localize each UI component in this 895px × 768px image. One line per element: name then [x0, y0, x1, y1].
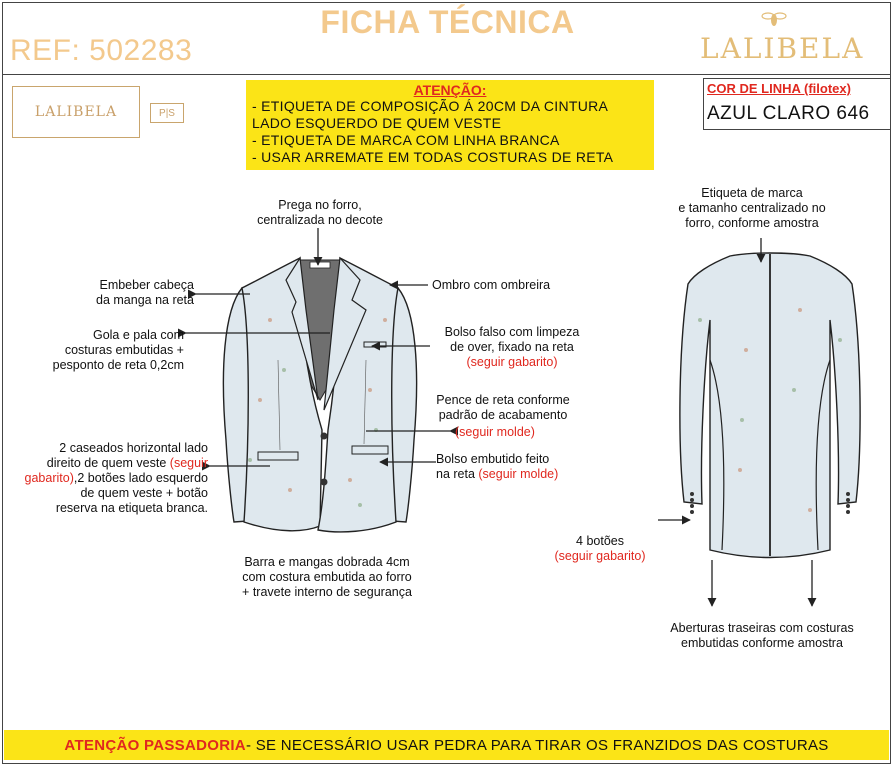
note-line: de quem veste + botão [80, 486, 208, 500]
note-text: direito de quem veste [46, 456, 170, 470]
note-gola [40, 328, 184, 373]
note-line: Bolso falso com limpeza [444, 325, 580, 339]
attention-line: - ETIQUETA DE MARCA COM LINHA BRANCA [252, 132, 560, 148]
note-line: Bolso embutido feito [436, 452, 550, 466]
note-line-red: (seguir gabarito) [466, 355, 558, 369]
note-text-red: (seguir molde) [478, 467, 559, 481]
note-embeber [72, 278, 194, 308]
note-botoes [540, 534, 660, 564]
note-text-red: gabarito) [24, 471, 74, 485]
note-line: centralizada no decote [257, 213, 383, 227]
note-line: reserva na etiqueta branca. [55, 501, 208, 515]
note-text: ,2 botões lado esquerdo [73, 471, 208, 485]
note-line: Pence de reta conforme [436, 393, 570, 407]
thread-color-value: AZUL CLARO 646 [707, 103, 870, 124]
note-line: com costura embutida ao forro [242, 570, 412, 584]
note-line: Etiqueta de marca [701, 186, 803, 200]
note-line: forro, conforme amostra [685, 216, 819, 230]
note-prega [250, 198, 390, 228]
note-etiqueta-marca [652, 186, 852, 231]
note-line: de over, fixado na reta [450, 340, 574, 354]
note-line: Barra e mangas dobrada 4cm [244, 555, 410, 569]
footer-warning-title: ATENÇÃO PASSADORIA [64, 736, 246, 754]
brand-label-tag: LALIBELA [12, 86, 140, 138]
thread-color-label: COR DE LINHA (filotex) [707, 81, 851, 96]
size-label-tag: P|S [150, 103, 184, 123]
note-line: embutidas conforme amostra [681, 636, 843, 650]
note-line: costuras embutidas + [64, 343, 184, 357]
note-barra [224, 555, 430, 600]
note-text-red: (seguir [169, 456, 208, 470]
footer-warning-text: - SE NECESSÁRIO USAR PEDRA PARA TIRAR OS FRANZIDOS DAS COSTURAS [245, 736, 829, 754]
note-line: Gola e pala com [92, 328, 184, 342]
note-line: 2 caseados horizontal lado [59, 441, 208, 455]
note-line: Embeber cabeça [99, 278, 194, 292]
attention-line: LADO ESQUERDO DE QUEM VESTE [252, 115, 502, 131]
attention-line: - ETIQUETA DE COMPOSIÇÃO Á 20CM DA CINTURA [252, 98, 609, 114]
note-line-red: (seguir gabarito) [554, 549, 646, 563]
reference-code: REF: 502283 [10, 34, 193, 67]
note-line: pesponto de reta 0,2cm [52, 358, 184, 372]
note-pence-red: (seguir molde) [455, 425, 535, 439]
note-caseados [10, 441, 208, 516]
note-line: + travete interno de segurança [242, 585, 412, 599]
note-bolso-falso [432, 325, 592, 370]
note-ombro: Ombro com ombreira [432, 278, 551, 292]
note-line: e tamanho centralizado no [678, 201, 826, 215]
attention-line: - USAR ARREMATE EM TODAS COSTURAS DE RETA [252, 149, 614, 165]
brand-logo: LALIBELA [700, 32, 865, 65]
note-pence [420, 393, 586, 423]
note-text: na reta [436, 467, 479, 481]
attention-title: ATENÇÃO: [413, 82, 487, 98]
page-title: FICHA TÉCNICA [320, 4, 575, 40]
note-line: Prega no forro, [278, 198, 362, 212]
note-line: da manga na reta [96, 293, 194, 307]
note-line: padrão de acabamento [438, 408, 568, 422]
note-aberturas [640, 621, 884, 651]
footer-warning-bar [4, 730, 889, 760]
note-bolso-embutido [436, 452, 558, 482]
note-line: Aberturas traseiras com costuras [670, 621, 854, 635]
note-line: 4 botões [576, 534, 624, 548]
